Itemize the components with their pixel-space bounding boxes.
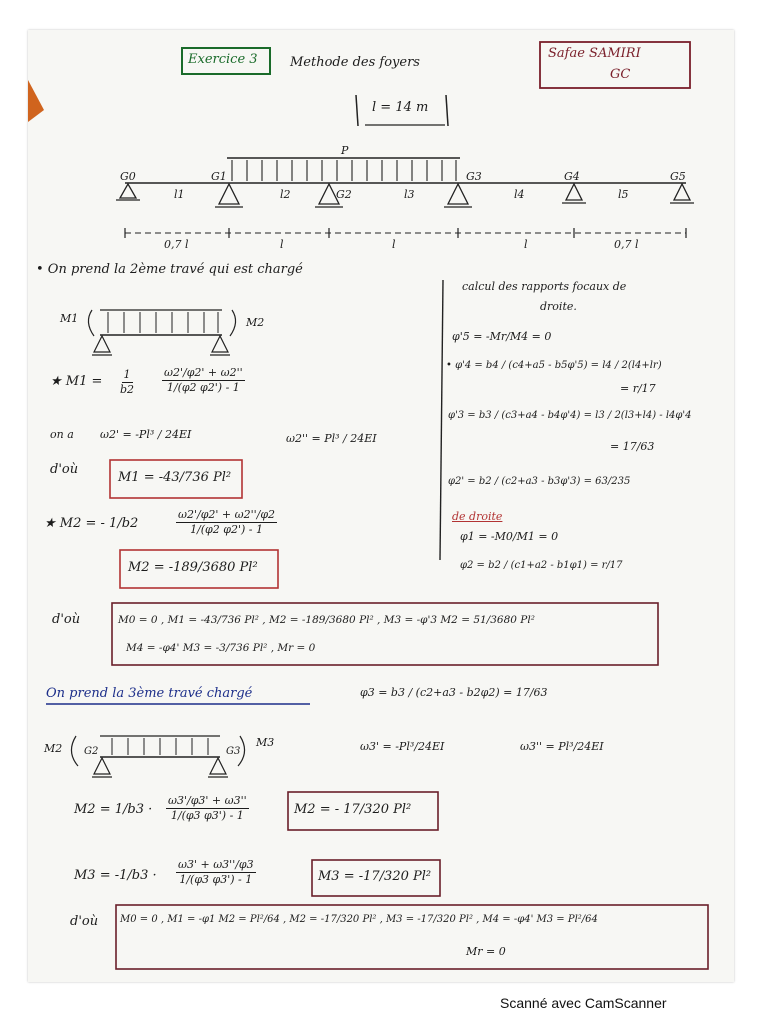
case2-m2-label: M2 (246, 316, 265, 329)
node-g5: G5 (670, 170, 686, 183)
m1-coef-num: 1 (123, 368, 131, 381)
right-title-2: droite. (540, 300, 577, 313)
case3-m3-lhs: M3 = -1/b3 · (74, 868, 157, 883)
w2p-formula: ω2' = -Pl³ / 24EI (100, 428, 192, 441)
case3-g2: G2 (84, 746, 99, 757)
w2pp-formula: ω2'' = Pl³ / 24EI (286, 432, 377, 445)
dou-label-2: d'où (52, 612, 81, 627)
phi5-line: φ'5 = -Mr/M4 = 0 (452, 330, 552, 343)
m2-result: M2 = -189/3680 Pl² (128, 560, 258, 575)
case3-m3-result: M3 = -17/320 Pl² (318, 869, 432, 884)
case3-m2-label: M2 (44, 742, 63, 755)
span-l3: l3 (404, 188, 415, 201)
case2-load-arrows (108, 312, 218, 333)
node-g0: G0 (120, 170, 136, 183)
on-a-label: on a (50, 428, 74, 441)
case3-m3-den: 1/(φ3 φ3') - 1 (179, 873, 253, 886)
case3-g3: G3 (226, 746, 241, 757)
corner-mark (28, 80, 44, 122)
dim-2: l (280, 238, 284, 251)
phi3-line: φ'3 = b3 / (c3+a4 - b4φ'4) = l3 / 2(l3+l4) - l4φ'4 (448, 410, 692, 421)
m1-coef-den: b2 (120, 383, 135, 396)
phi3-value: = 17/63 (610, 440, 655, 453)
method-title: Methode des foyers (290, 55, 420, 70)
result2-line2: Mr = 0 (466, 945, 506, 958)
span-l2: l2 (280, 188, 291, 201)
m2-main-num: ω2'/φ2' + ω2''/φ2 (178, 508, 276, 521)
exercise-title: Exercice 3 (188, 52, 258, 67)
dou-label-3: d'où (70, 914, 99, 929)
length-value: l = 14 m (372, 100, 429, 115)
node-g3: G3 (466, 170, 482, 183)
phi4-line: • φ'4 = b4 / (c4+a5 - b5φ'5) = l4 / 2(l4+lr) (446, 360, 662, 371)
m1-coef-frac (118, 368, 136, 397)
case3-intro: On prend la 3ème travé chargé (46, 686, 253, 701)
case3-load-arrows (112, 738, 208, 755)
length-bar-left (356, 95, 358, 126)
case3-m2-den: 1/(φ3 φ3') - 1 (170, 809, 244, 822)
result2-line1: M0 = 0 , M1 = -φ1 M2 = Pl²/64 , M2 = -17/320 Pl² , M3 = -17/320 Pl² , M4 = -φ4' M3 = Pl²/64 (120, 914, 598, 925)
right-title-1: calcul des rapports focaux de (462, 280, 627, 293)
phi2-left-line: φ2 = b2 / (c1+a2 - b1φ1) = r/17 (460, 560, 623, 571)
case3-m2-result: M2 = - 17/320 Pl² (294, 802, 412, 817)
case3-m2-lhs: M2 = 1/b3 · (74, 802, 153, 817)
span-l5: l5 (618, 188, 629, 201)
column-divider (440, 280, 443, 560)
load-label: P (341, 144, 349, 157)
m2-main-den: 1/(φ2 φ2') - 1 (190, 523, 263, 536)
case3-m3-num: ω3' + ω3''/φ3 (178, 858, 254, 871)
length-bar-right (446, 95, 448, 126)
phi2p-line: φ2' = b2 / (c2+a3 - b3φ'3) = 63/235 (448, 476, 631, 487)
case3-m3-label: M3 (256, 736, 275, 749)
author-group: GC (610, 67, 631, 82)
phi4-value: = r/17 (620, 382, 656, 395)
node-g2: G2 (336, 188, 352, 201)
case3-m2-num: ω3'/φ3' + ω3'' (168, 794, 247, 807)
m2-formula-lhs: ★ M2 = - 1/b2 (44, 516, 139, 531)
dim-3: l (392, 238, 396, 251)
case2-supports (92, 336, 230, 355)
case3-m2-frac (166, 794, 249, 823)
case3-phi3: φ3 = b3 / (c2+a3 - b2φ2) = 17/63 (360, 686, 548, 699)
case3-moment-left (71, 736, 78, 766)
result1-line1: M0 = 0 , M1 = -43/736 Pl² , M2 = -189/3680 Pl² , M3 = -φ'3 M2 = 51/3680 Pl² (118, 614, 535, 626)
case3-w3pp: ω3'' = Pl³/24EI (520, 740, 604, 753)
result1-box (112, 603, 658, 665)
case2-moment-right (230, 310, 236, 336)
dim-5: 0,7 l (614, 238, 639, 251)
case3-m3-frac (176, 858, 256, 887)
dim-1: 0,7 l (164, 238, 189, 251)
node-g1: G1 (211, 170, 227, 183)
phi1-line: φ1 = -M0/M1 = 0 (460, 530, 559, 543)
m1-main-frac (162, 366, 245, 395)
author-name: Safae SAMIRI (548, 46, 641, 61)
m1-result: M1 = -43/736 Pl² (118, 470, 232, 485)
m2-main-frac (176, 508, 277, 537)
m1-main-num: ω2'/φ2' + ω2'' (164, 366, 243, 379)
load-arrows (232, 160, 456, 181)
span-l1: l1 (174, 188, 185, 201)
footer-watermark: Scanné avec CamScanner (500, 995, 667, 1011)
node-g4: G4 (564, 170, 580, 183)
result1-line2: M4 = -φ4' M3 = -3/736 Pl² , Mr = 0 (126, 642, 316, 654)
m1-formula-lhs: ★ M1 = (50, 374, 103, 389)
dou-label-1: d'où (50, 462, 79, 477)
m1-main-den: 1/(φ2 φ2') - 1 (166, 381, 240, 394)
de-droite-label: de droite (452, 510, 503, 523)
case2-moment-left (88, 310, 94, 336)
case3-w3p: ω3' = -Pl³/24EI (360, 740, 445, 753)
span-l4: l4 (514, 188, 525, 201)
case2-m1-label: M1 (60, 312, 79, 325)
case2-intro: • On prend la 2ème travé qui est chargé (36, 262, 303, 277)
dim-4: l (524, 238, 528, 251)
case3-supports (92, 758, 228, 777)
